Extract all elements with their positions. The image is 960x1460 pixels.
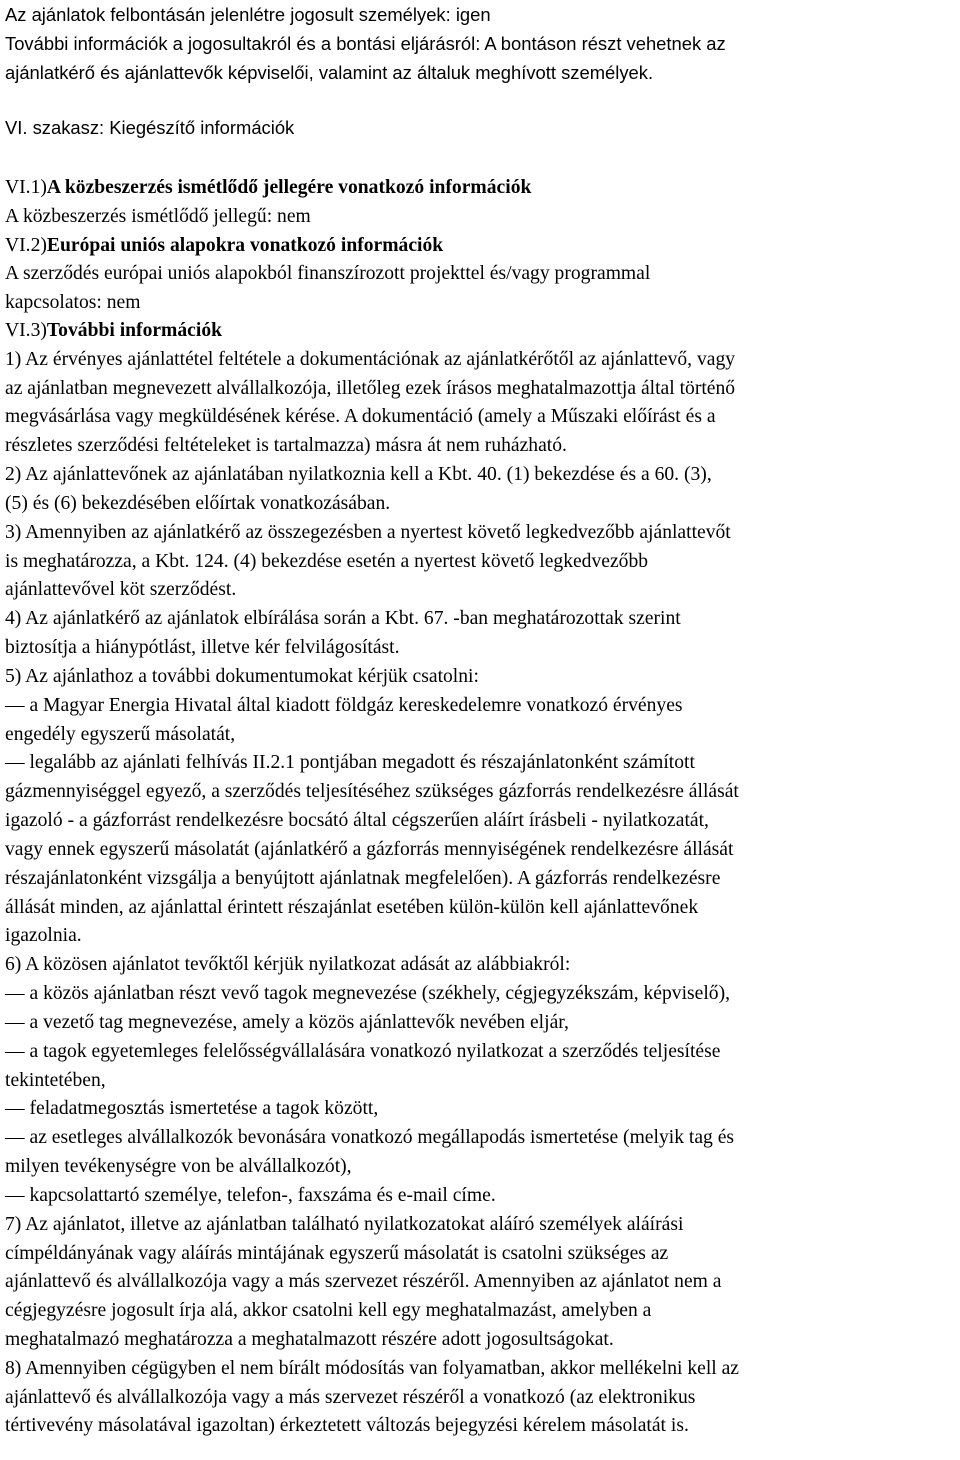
text-line: az ajánlatban megnevezett alvállalkozója, illetőleg ezek írásos meghatalmazottja által történő: [5, 377, 736, 399]
text-line: részletes szerződési feltételeket is tartalmazza) másra át nem ruházható.: [5, 435, 567, 457]
vi1-heading: [5, 174, 955, 203]
text-line: 7) Az ajánlatot, illetve az ajánlatban található nyilatkozatokat aláíró személyek aláírási: [5, 1213, 684, 1235]
text-line: — a vezető tag megnevezése, amely a közös ajánlattevők nevében eljár,: [5, 1011, 569, 1033]
text-line: is meghatározza, a Kbt. 124. (4) bekezdése esetén a nyertest követő legkedvezőbb: [5, 550, 649, 572]
vi3-title: További információk: [46, 320, 223, 341]
text-line: — a tagok egyetemleges felelősségvállalására vonatkozó nyilatkozat a szerződés teljesítése: [5, 1040, 721, 1062]
text-line: ajánlattevő és alvállalkozója vagy a más szervezet részéről a vonatkozó (az elektronikus: [5, 1386, 696, 1408]
bontas-info: [5, 0, 726, 87]
vi1-title: A közbeszerzés ismétlődő jellegére vonatkozó információk: [46, 177, 532, 198]
section-vi1-vi2: [5, 174, 955, 318]
text-line: — az esetleges alvállalkozók bevonására vonatkozó megállapodás ismertetése (melyik tag és: [5, 1127, 735, 1149]
text-line: — legalább az ajánlati felhívás II.2.1 pontjában megadott és részajánlatonként számított: [5, 752, 695, 774]
vi1-number: VI.1): [5, 177, 47, 198]
text-line: 6) A közösen ajánlatot tevőktől kérjük nyilatkozat adását az alábbiakról:: [5, 954, 571, 976]
text-line: ajánlattevővel köt szerződést.: [5, 579, 237, 601]
vi2-line-2: kapcsolatos: nem: [5, 292, 141, 314]
text-line: igazoló - a gázforrást rendelkezésre bocsátó által cégszerűen aláírt írásbeli - nyilatkozatát,: [5, 810, 709, 832]
text-line: részajánlatonként vizsgálja a benyújtott ajánlatnak megfelelően). A gázforrás rendelkezésre: [5, 867, 721, 889]
text-line: állását minden, az ajánlattal érintett részajánlat esetében külön-külön kell ajánlattevőnek: [5, 896, 699, 918]
text-line: cégjegyzésre jogosult írja alá, akkor csatolni kell egy meghatalmazást, amelyben a: [5, 1300, 652, 1322]
text-line: meghatalmazó meghatározza a meghatalmazott részére adott jogosultságokat.: [5, 1328, 614, 1350]
text-line: — feladatmegosztás ismertetése a tagok között,: [5, 1098, 379, 1120]
opening-info-line-1: További információk a jogosultakról és a bontási eljárásról: A bontáson részt vehetnek az: [5, 33, 726, 54]
vi3-number: VI.3): [5, 320, 47, 341]
text-line: — a közös ajánlatban részt vevő tagok megnevezése (székhely, cégjegyzékszám, képviselő),: [5, 983, 731, 1005]
vi2-title: Európai uniós alapokra vonatkozó információk: [46, 234, 444, 256]
text-line: (5) és (6) bekezdésében előírtak vonatkozásában.: [5, 492, 391, 514]
text-line: megvásárlása vagy megküldésének kérése. A dokumentáció (amely a Műszaki előírást és a: [5, 406, 716, 428]
vi1-line: A közbeszerzés ismétlődő jellegű: nem: [5, 205, 311, 227]
vi3-heading: [5, 317, 955, 346]
text-line: 5) Az ajánlathoz a további dokumentumokat kérjük csatolni:: [5, 665, 479, 687]
text-line: címpéldányának vagy aláírás mintájának egyszerű másolatát is csatolni szükséges az: [5, 1242, 669, 1264]
text-line: 3) Amennyiben az ajánlatkérő az összegezésben a nyertest követő legkedvezőbb ajánlattevőt: [5, 521, 731, 543]
text-line: tekintetében,: [5, 1069, 106, 1091]
text-line: vagy ennek egyszerű másolatát (ajánlatkérő a gázforrás mennyiségének rendelkezésre állását: [5, 838, 734, 860]
vi2-line-1: A szerződés európai uniós alapokból finanszírozott projekttel és/vagy programmal: [5, 263, 651, 285]
text-line: igazolnia.: [5, 925, 82, 947]
text-line: milyen tevékenységre von be alvállalkozót),: [5, 1156, 352, 1178]
text-line: biztosítja a hiánypótlást, illetve kér felvilágosítást.: [5, 637, 400, 659]
vi2-heading: [5, 232, 955, 261]
vi2-number: VI.2): [5, 234, 47, 256]
text-line: 8) Amennyiben cégügyben el nem bírált módosítás van folyamatban, akkor mellékelni kell az: [5, 1357, 739, 1379]
text-line: gázmennyiséggel egyező, a szerződés teljesítéséhez szükséges gázforrás rendelkezésre állását: [5, 781, 739, 803]
text-line: 1) Az érvényes ajánlattétel feltétele a dokumentációnak az ajánlatkérőtől az ajánlattevő, vagy: [5, 348, 736, 370]
text-line: 4) Az ajánlatkérő az ajánlatok elbírálása során a Kbt. 67. -ban meghatározottak szerint: [5, 608, 681, 630]
opening-info-line-2: ajánlatkérő és ajánlattevők képviselői, valamint az általuk meghívott személyek.: [5, 62, 654, 83]
section-vi3: [5, 317, 955, 1441]
text-line: ajánlattevő és alvállalkozója vagy a más szervezet részéről. Amennyiben az ajánlatot nem a: [5, 1271, 722, 1293]
text-line: — a Magyar Energia Hivatal által kiadott földgáz kereskedelemre vonatkozó érvényes: [5, 694, 683, 716]
section-title: VI. szakasz: Kiegészítő információk: [5, 117, 295, 138]
text-line: engedély egyszerű másolatát,: [5, 723, 236, 745]
text-line: 2) Az ajánlattevőnek az ajánlatában nyilatkoznia kell a Kbt. 40. (1) bekezdése és a 60. (3),: [5, 464, 712, 486]
attendance-line: Az ajánlatok felbontásán jelenlétre jogosult személyek: igen: [5, 4, 491, 25]
text-line: tértivevény másolatával igazoltan) érkeztetett változás bejegyzési kérelem másolatát is.: [5, 1415, 689, 1437]
text-line: — kapcsolattartó személye, telefon-, faxszáma és e-mail címe.: [5, 1184, 496, 1206]
